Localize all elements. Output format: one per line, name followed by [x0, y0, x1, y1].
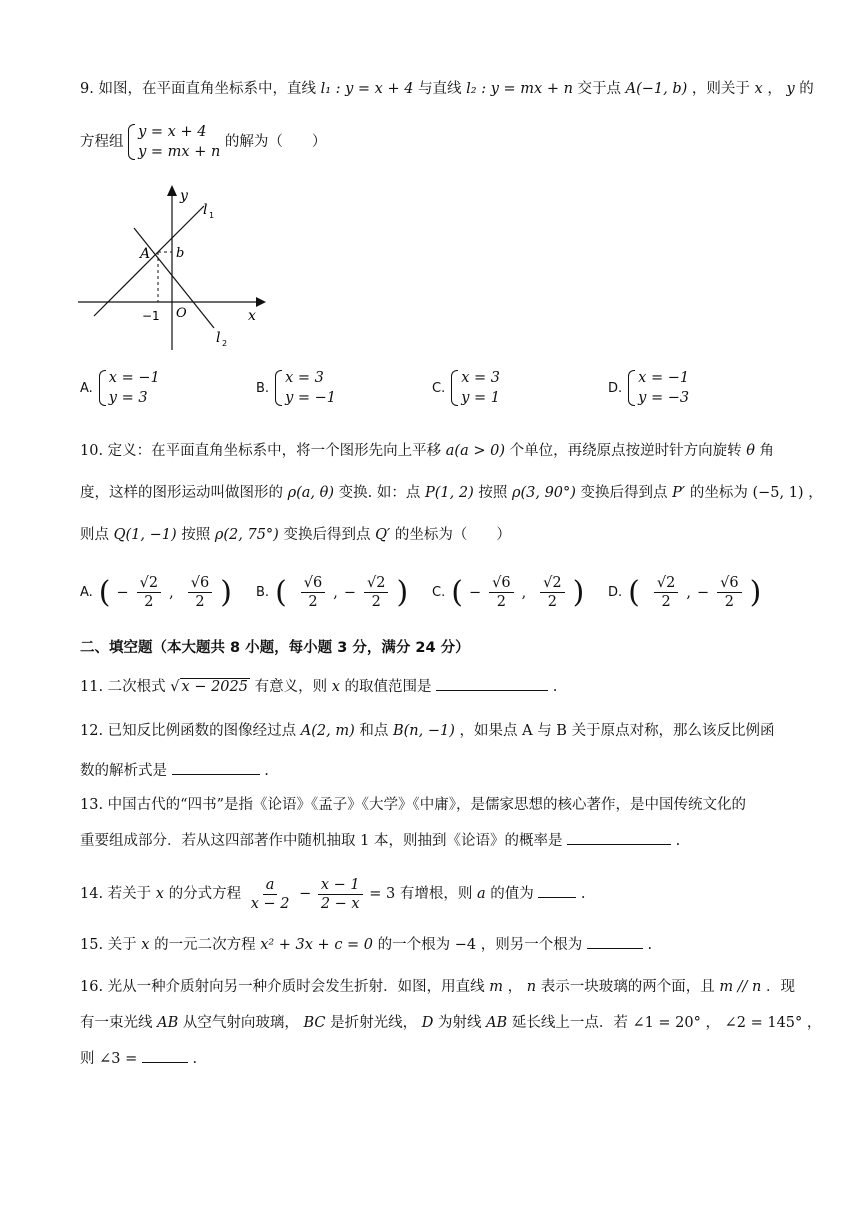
l2-subscript: 2 [222, 339, 228, 348]
q14-eq: = 3 [369, 886, 396, 902]
denominator: 2 [496, 594, 506, 610]
q16-d: D [421, 1015, 434, 1031]
q16-sep: ， [507, 979, 523, 995]
denominator: 2 [661, 594, 671, 610]
q9-text: 如图，在平面直角坐标系中，直线 [98, 81, 316, 97]
q9-equation-system [128, 122, 220, 162]
q16-ab: AB [157, 1015, 179, 1031]
q14-var: x [155, 886, 164, 902]
comma: , [521, 584, 527, 601]
option-label: C. [432, 380, 446, 396]
q10-option-b[interactable] [256, 574, 408, 611]
paren-close: ) [749, 574, 762, 610]
q12-answer-blank[interactable] [172, 760, 260, 775]
q14-answer-blank[interactable] [538, 883, 576, 898]
q10-point-p-prime: P′ [672, 485, 686, 501]
q9-point-a: A(−1, b) [625, 81, 688, 97]
sign-2: − [696, 584, 710, 601]
q16-angle-3: ∠3 = [99, 1051, 138, 1067]
fraction-2 [188, 574, 212, 611]
fraction-1 [137, 574, 161, 611]
q12-text: ，如果点 A 与 B 关于原点对称，那么该反比例函 [459, 723, 775, 739]
q11-text: 的取值范围是 [344, 679, 432, 695]
q11 [80, 676, 794, 698]
q15-equation: x² + 3x + c = 0 [260, 937, 374, 953]
numerator: √2 [364, 574, 388, 593]
q9-text: 方程组 [80, 134, 124, 150]
q12-text: 12. 已知反比例函数的图像经过点 [80, 723, 297, 739]
option-label: A. [80, 585, 93, 600]
fraction-1 [301, 574, 325, 611]
q10-text: ， [808, 485, 823, 501]
q9-option-d[interactable] [608, 368, 689, 408]
q9-system-eq-1: y = x + 4 [138, 124, 207, 140]
q10-point-q-prime: Q′ [375, 527, 391, 543]
q16-text: 是折射光线， [330, 1015, 418, 1031]
q13-line-2 [80, 830, 794, 852]
q16-angle-2: ∠2 = 145° [724, 1015, 803, 1031]
q16-text: 从空气射向玻璃， [182, 1015, 299, 1031]
fraction-1 [489, 574, 513, 611]
option-eq-1: x = −1 [638, 370, 690, 386]
q10-point-p: P(1, 2) [424, 485, 474, 501]
q10-text: 角 [759, 443, 775, 459]
x-axis-arrow-icon [256, 297, 266, 307]
paren-open: ( [451, 574, 463, 610]
q14-text: 的值为 [490, 886, 534, 902]
q9-text: 的 [799, 81, 814, 97]
denominator: 2 [308, 594, 318, 610]
option-eq-1: x = −1 [108, 370, 160, 386]
q10-theta: θ [746, 443, 755, 459]
q9-var-x: x [754, 81, 763, 97]
point-a-label: A [140, 246, 151, 262]
option-label: C. [432, 585, 446, 600]
q14-text: 有增根，则 [399, 886, 473, 902]
q9-number: 9. [80, 81, 94, 97]
comma: , [686, 584, 691, 601]
q14-var-a: a [476, 886, 486, 902]
fraction-2 [364, 574, 388, 611]
option-eq-2: y = −3 [638, 390, 690, 406]
paren-open: ( [98, 574, 111, 610]
denominator: 2 − x [320, 895, 360, 912]
paren-open: ( [275, 574, 287, 610]
q10-line-1 [80, 440, 794, 462]
q11-var: x [331, 679, 340, 695]
fraction-2 [717, 574, 741, 611]
neg-one-label: −1 [142, 309, 160, 323]
option-system [628, 368, 689, 408]
q9-line-1 [80, 78, 814, 100]
denominator: 2 [547, 594, 558, 610]
q16-text: 延长线上一点．若 [511, 1015, 628, 1031]
q10-text: 则点 [80, 527, 109, 543]
q13-end: . [675, 833, 681, 849]
q12-point-a: A(2, m) [300, 723, 355, 739]
q10-option-c[interactable] [432, 574, 584, 611]
q15-var: x [141, 937, 150, 953]
q16-var-n: n [526, 979, 537, 995]
q12-point-b: B(n, −1) [392, 723, 455, 739]
option-label: D. [608, 380, 623, 396]
q9-text: ，则关于 [691, 81, 750, 97]
denominator: 2 [371, 594, 381, 610]
q14-fraction-2 [318, 876, 363, 913]
q10-point-q: Q(1, −1) [113, 527, 177, 543]
q9-sep: ， [767, 81, 782, 97]
option-eq-1: x = 3 [285, 370, 324, 386]
q14-minus: − [299, 886, 312, 902]
option-system [275, 368, 336, 408]
q10-coord: (−5, 1) [752, 485, 804, 501]
q14-end: . [580, 886, 586, 902]
q16-text: ， [806, 1015, 822, 1031]
paren-close: ) [572, 574, 585, 610]
q12-text: 数的解析式是 [80, 763, 167, 779]
q16-line-3 [80, 1048, 794, 1070]
q9-text: 的解为（ ） [224, 134, 327, 150]
numerator: √6 [188, 574, 212, 593]
q10-text: 按照 [181, 527, 211, 543]
q10-text: 10. 定义：在平面直角坐标系中，将一个图形先向上平移 [80, 443, 442, 459]
q10-option-d[interactable] [608, 574, 761, 611]
q9-line-2 [80, 120, 794, 164]
comma: , [169, 584, 174, 601]
q10-text: 按照 [478, 485, 508, 501]
option-eq-2: y = 1 [461, 390, 501, 406]
q9-graph [76, 180, 276, 355]
option-system [451, 368, 500, 408]
l1-subscript: 1 [209, 211, 215, 220]
fraction-2 [540, 574, 564, 611]
numerator: √2 [654, 574, 678, 593]
q16-var-m: m [489, 979, 504, 995]
b-label: b [176, 246, 185, 261]
q16-text: 有一束光线 [80, 1015, 153, 1031]
q10-text: 变换后得到点 [283, 527, 371, 543]
denominator: 2 [144, 594, 154, 610]
q15-text: 的一元二次方程 [154, 937, 256, 953]
sign-2: − [343, 584, 357, 601]
q10-expr: a(a > 0) [445, 443, 505, 459]
q16-line-2 [80, 1012, 822, 1034]
q10-rho-task: ρ(2, 75°) [214, 527, 279, 543]
q10-line-2 [80, 482, 823, 504]
y-axis-label: y [180, 188, 188, 204]
option-label: B. [256, 380, 270, 396]
q13-line-1: 13. 中国古代的“四书”是指《论语》《孟子》《大学》《中庸》，是儒家思想的核心著作，是中国传统文化的 [80, 797, 746, 813]
q9-text: 与直线 [418, 81, 462, 97]
paren-close: ) [220, 574, 232, 610]
numerator: a [263, 876, 278, 895]
denominator: 2 [724, 594, 734, 610]
q9-option-b[interactable] [256, 368, 336, 408]
q16-end: . [192, 1051, 198, 1067]
q15-text: ，则另一个根为 [480, 937, 583, 953]
q16-angle-1: ∠1 = 20° [632, 1015, 701, 1031]
q9-option-c[interactable] [432, 368, 500, 408]
numerator: √6 [301, 574, 325, 593]
q16-answer-blank[interactable] [142, 1048, 188, 1063]
q16-sep: ， [705, 1015, 720, 1031]
paren-open: ( [628, 574, 640, 610]
q11-end: . [552, 679, 558, 695]
q10-line-3 [80, 524, 794, 546]
q10-text: 的坐标为（ ） [394, 527, 511, 543]
numerator: √2 [137, 574, 161, 593]
q15 [80, 934, 794, 956]
q10-text: 度，这样的图形运动叫做图形的 [80, 485, 283, 501]
q16-bc: BC [303, 1015, 326, 1031]
q12-line-2 [80, 760, 794, 782]
numerator: √2 [540, 574, 564, 593]
option-eq-2: y = 3 [108, 390, 148, 406]
q10-rho-example: ρ(3, 90°) [511, 485, 576, 501]
q11-text: 有意义，则 [254, 679, 328, 695]
q12-line-1 [80, 720, 794, 742]
q16-line-1 [80, 976, 794, 998]
q16-ab: AB [486, 1015, 508, 1031]
q10-text: 的坐标为 [689, 485, 748, 501]
option-eq-2: y = −1 [285, 390, 336, 406]
q9-l1-equation: l₁ : y = x + 4 [320, 81, 414, 97]
option-label: A. [80, 380, 93, 396]
q13-text: 重要组成部分．若从这四部著作中随机抽取 1 本，则抽到《论语》的概率是 [80, 833, 563, 849]
option-system [99, 368, 160, 408]
q10-rho: ρ(a, θ) [287, 485, 335, 501]
q10-option-a[interactable] [80, 574, 232, 611]
sign-1: − [116, 584, 129, 601]
q11-text: 11. 二次根式 [80, 679, 166, 695]
comma: , [333, 584, 338, 601]
q9-option-a[interactable] [80, 368, 160, 408]
q9-text: 交于点 [577, 81, 622, 97]
q10-text: 变换. 如：点 [338, 485, 421, 501]
denominator: x − 2 [250, 895, 290, 912]
q14-text: 的分式方程 [168, 886, 242, 902]
x-axis-label: x [248, 308, 256, 324]
option-label: D. [608, 585, 623, 600]
section-heading: 二、填空题（本大题共 8 小题，每小题 3 分，满分 24 分） [80, 640, 470, 656]
q16-parallel: m // n [719, 979, 762, 995]
numerator: √6 [717, 574, 741, 593]
q15-answer-blank[interactable] [587, 934, 643, 949]
q16-text: 为射线 [437, 1015, 482, 1031]
sign-1: − [468, 584, 482, 601]
q16-text: 则 [80, 1051, 95, 1067]
y-axis-arrow-icon [167, 185, 177, 196]
q16-text: 16. 光从一种介质射向另一种介质时会发生折射．如图，用直线 [80, 979, 485, 995]
q12-end: . [264, 763, 269, 779]
option-eq-1: x = 3 [461, 370, 500, 386]
q15-root: −4 [454, 937, 477, 953]
q10-text: 个单位，再绕原点按逆时针方向旋转 [509, 443, 742, 459]
numerator: x − 1 [318, 876, 363, 895]
q15-end: . [647, 937, 653, 953]
q14-fraction-1 [248, 876, 293, 913]
fraction-1 [654, 574, 678, 611]
l2-label: l [216, 330, 221, 346]
q15-text: 15. 关于 [80, 937, 137, 953]
q9-l2-equation: l₂ : y = mx + n [466, 81, 573, 97]
option-label: B. [256, 585, 270, 600]
q12-text: 和点 [359, 723, 389, 739]
q9-var-y: y [786, 81, 795, 97]
q11-answer-blank[interactable] [436, 676, 548, 691]
paren-close: ) [396, 574, 409, 610]
numerator: √6 [489, 574, 513, 593]
q16-text: ．现 [766, 979, 795, 995]
q13-answer-blank[interactable] [567, 830, 671, 845]
denominator: 2 [195, 594, 205, 610]
q16-text: 表示一块玻璃的两个面，且 [540, 979, 715, 995]
q14 [80, 874, 794, 914]
q11-radicand: x − 2025 [181, 679, 248, 695]
q14-text: 14. 若关于 [80, 886, 152, 902]
q11-sqrt: √ x − 2025 [170, 679, 248, 695]
l1-label: l [203, 202, 208, 218]
q15-text: 的一个根为 [377, 937, 451, 953]
q9-system-eq-2: y = mx + n [138, 144, 221, 160]
origin-label: O [176, 306, 187, 321]
q10-text: 变换后得到点 [580, 485, 668, 501]
